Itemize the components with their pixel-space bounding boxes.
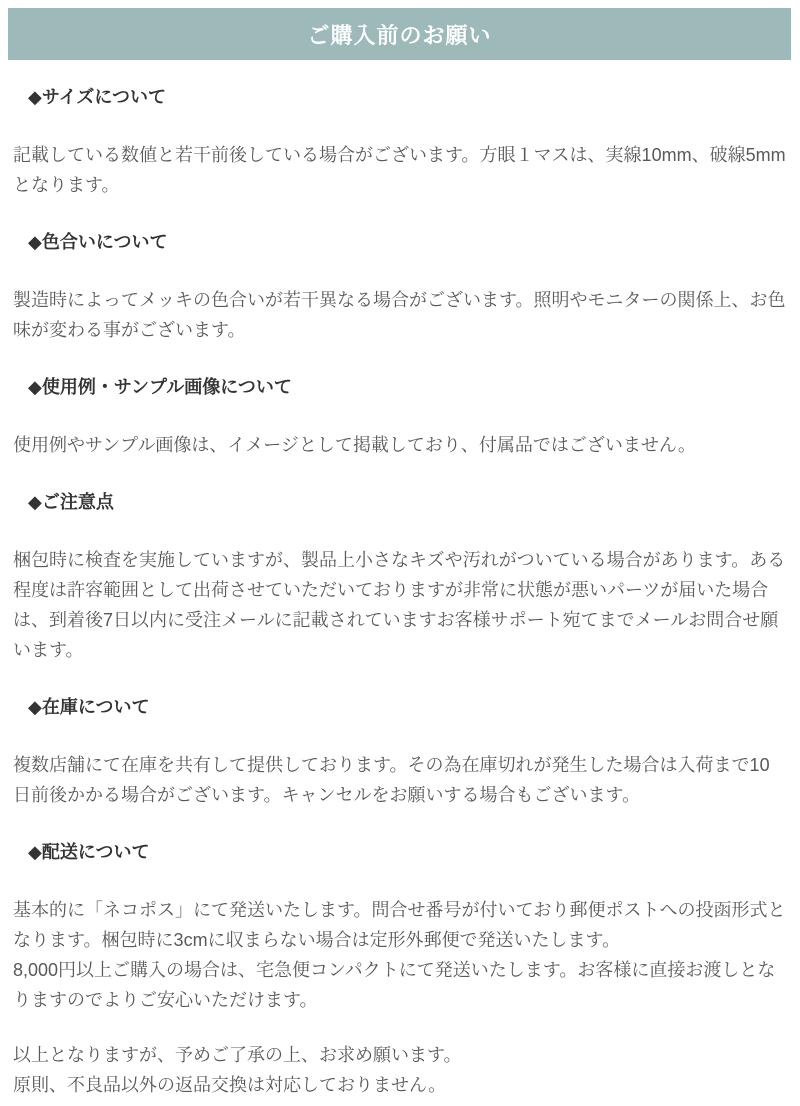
section-shipping — [0, 842, 800, 1015]
section-stock — [0, 697, 800, 810]
section-size — [0, 87, 800, 200]
section-sample-images — [0, 377, 800, 460]
section-cautions-body: 梱包時に検査を実施していますが、製品上小さなキズや汚れがついている場合があります。ある程度は許容範囲として出荷させていただいておりますが非常に状態が悪いパーツが届いた場合は、到着後7日以内に受注メールに記載されていますお客様サポート宛てまでメールお問合せ願います。 — [13, 550, 786, 660]
section-size-heading: ◆サイズについて — [28, 87, 167, 107]
page-title-bar — [8, 8, 791, 60]
section-cautions-heading: ◆ご注意点 — [28, 492, 114, 512]
section-color-heading: ◆色合いについて — [28, 232, 168, 252]
section-stock-body: 複数店舗にて在庫を共有して提供しております。その為在庫切れが発生した場合は入荷まで10日前後かかる場合がございます。キャンセルをお願いする場合もございます。 — [13, 755, 770, 805]
section-color-body: 製造時によってメッキの色合いが若干異なる場合がございます。照明やモニターの関係上、お色味が変わる事がございます。 — [13, 290, 786, 340]
section-shipping-heading: ◆配送について — [28, 842, 150, 862]
page-title: ご購入前のお願い — [307, 22, 492, 48]
section-color — [0, 232, 800, 345]
section-stock-heading: ◆在庫について — [28, 697, 150, 717]
section-cautions — [0, 492, 800, 665]
section-shipping-body: 基本的に「ネコポス」にて発送いたします。問合せ番号が付いており郵便ポストへの投函形式となります。梱包時に3cmに収まらない場合は定形外郵便で発送いたします。 8,000円以上ご購入の場合は、宅急便コンパクトにて発送いたします。お客様に直接お渡しとなりますのでよりご安心いただけます。 — [13, 900, 786, 1010]
section-sample-images-heading: ◆使用例・サンプル画像について — [28, 377, 292, 397]
section-sample-images-body: 使用例やサンプル画像は、イメージとして掲載しており、付属品ではございません。 — [13, 435, 696, 455]
closing-note: 以上となりますが、予めご了承の上、お求め願います。 原則、不良品以外の返品交換は対応しておりません。 — [13, 1045, 462, 1095]
section-size-body: 記載している数値と若干前後している場合がございます。方眼１マスは、実線10mm、破線5mmとなります。 — [13, 145, 786, 195]
